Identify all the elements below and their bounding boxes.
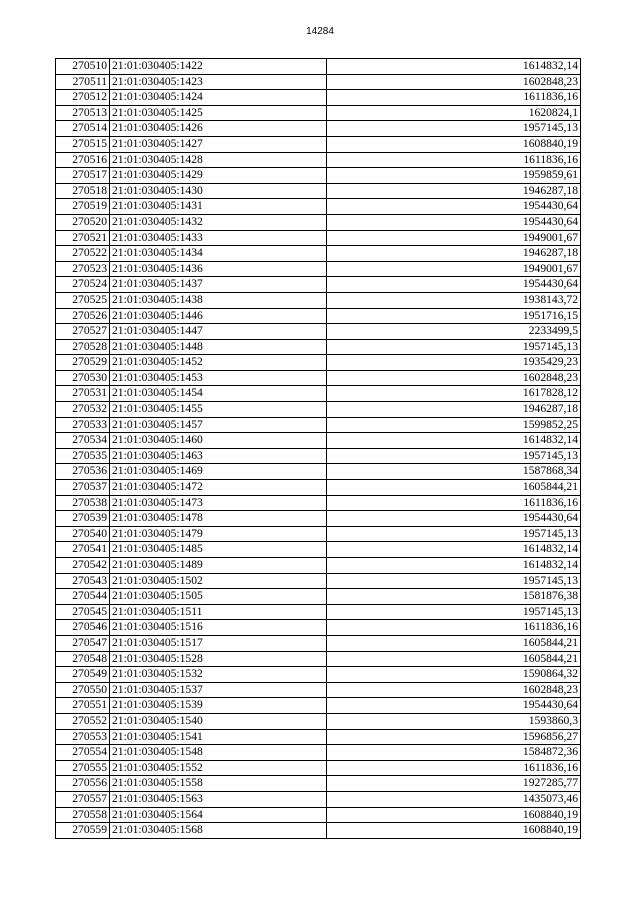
- cadastral-number-cell: 21:01:030405:1457: [110, 417, 327, 433]
- cadastral-number-cell: 21:01:030405:1552: [110, 760, 327, 776]
- table-row: [56, 74, 581, 90]
- row-id-cell: 270513: [56, 105, 110, 121]
- value-cell: 1949001,67: [327, 261, 581, 277]
- table-row: [56, 121, 581, 137]
- cadastral-number-cell: 21:01:030405:1479: [110, 526, 327, 542]
- table-row: [56, 776, 581, 792]
- value-cell: 1927285,77: [327, 776, 581, 792]
- value-cell: 1611836,16: [327, 495, 581, 511]
- cadastral-number-cell: 21:01:030405:1426: [110, 121, 327, 137]
- cadastral-number-cell: 21:01:030405:1472: [110, 480, 327, 496]
- table-row: [56, 90, 581, 106]
- cadastral-number-cell: 21:01:030405:1429: [110, 168, 327, 184]
- value-cell: 1611836,16: [327, 620, 581, 636]
- cadastral-number-cell: 21:01:030405:1469: [110, 464, 327, 480]
- value-cell: 1614832,14: [327, 558, 581, 574]
- cadastral-number-cell: 21:01:030405:1516: [110, 620, 327, 636]
- row-id-cell: 270530: [56, 370, 110, 386]
- value-cell: 1946287,18: [327, 402, 581, 418]
- row-id-cell: 270518: [56, 183, 110, 199]
- value-cell: 1957145,13: [327, 121, 581, 137]
- row-id-cell: 270517: [56, 168, 110, 184]
- row-id-cell: 270536: [56, 464, 110, 480]
- table-row: [56, 511, 581, 527]
- cadastral-number-cell: 21:01:030405:1528: [110, 651, 327, 667]
- cadastral-number-cell: 21:01:030405:1423: [110, 74, 327, 90]
- table-row: [56, 261, 581, 277]
- value-cell: 1957145,13: [327, 339, 581, 355]
- table-row: [56, 698, 581, 714]
- table-row: [56, 526, 581, 542]
- row-id-cell: 270543: [56, 573, 110, 589]
- value-cell: 1602848,23: [327, 74, 581, 90]
- value-cell: 1611836,16: [327, 90, 581, 106]
- cadastral-number-cell: 21:01:030405:1478: [110, 511, 327, 527]
- value-cell: 1611836,16: [327, 760, 581, 776]
- cadastral-number-cell: 21:01:030405:1428: [110, 152, 327, 168]
- row-id-cell: 270545: [56, 604, 110, 620]
- row-id-cell: 270528: [56, 339, 110, 355]
- table-row: [56, 682, 581, 698]
- table-row: [56, 480, 581, 496]
- table-row: [56, 651, 581, 667]
- cadastral-number-cell: 21:01:030405:1489: [110, 558, 327, 574]
- value-cell: 1593860,3: [327, 713, 581, 729]
- row-id-cell: 270542: [56, 558, 110, 574]
- cadastral-number-cell: 21:01:030405:1540: [110, 713, 327, 729]
- cadastral-number-cell: 21:01:030405:1453: [110, 370, 327, 386]
- cadastral-number-cell: 21:01:030405:1425: [110, 105, 327, 121]
- row-id-cell: 270523: [56, 261, 110, 277]
- row-id-cell: 270525: [56, 292, 110, 308]
- cadastral-number-cell: 21:01:030405:1430: [110, 183, 327, 199]
- table-row: [56, 199, 581, 215]
- table-row: [56, 339, 581, 355]
- table-row: [56, 573, 581, 589]
- value-cell: 1614832,14: [327, 59, 581, 75]
- value-cell: 1605844,21: [327, 651, 581, 667]
- value-cell: 1954430,64: [327, 214, 581, 230]
- value-cell: 1605844,21: [327, 635, 581, 651]
- cadastral-number-cell: 21:01:030405:1437: [110, 277, 327, 293]
- row-id-cell: 270521: [56, 230, 110, 246]
- table-row: [56, 136, 581, 152]
- row-id-cell: 270510: [56, 59, 110, 75]
- cadastral-number-cell: 21:01:030405:1427: [110, 136, 327, 152]
- table-row: [56, 620, 581, 636]
- row-id-cell: 270526: [56, 308, 110, 324]
- value-cell: 1608840,19: [327, 136, 581, 152]
- row-id-cell: 270524: [56, 277, 110, 293]
- row-id-cell: 270546: [56, 620, 110, 636]
- value-cell: 1602848,23: [327, 682, 581, 698]
- row-id-cell: 270519: [56, 199, 110, 215]
- row-id-cell: 270552: [56, 713, 110, 729]
- value-cell: 1617828,12: [327, 386, 581, 402]
- table-row: [56, 277, 581, 293]
- cadastral-number-cell: 21:01:030405:1537: [110, 682, 327, 698]
- cadastral-number-cell: 21:01:030405:1455: [110, 402, 327, 418]
- table-row: [56, 417, 581, 433]
- table-row: [56, 230, 581, 246]
- page-number: 14284: [306, 26, 334, 37]
- value-cell: 2233499,5: [327, 324, 581, 340]
- value-cell: 1608840,19: [327, 823, 581, 839]
- table-row: [56, 59, 581, 75]
- row-id-cell: 270551: [56, 698, 110, 714]
- table-row: [56, 448, 581, 464]
- table-row: [56, 324, 581, 340]
- value-cell: 1605844,21: [327, 480, 581, 496]
- table-row: [56, 558, 581, 574]
- row-id-cell: 270549: [56, 667, 110, 683]
- value-cell: 1954430,64: [327, 277, 581, 293]
- table-row: [56, 823, 581, 839]
- table-row: [56, 168, 581, 184]
- cadastral-number-cell: 21:01:030405:1436: [110, 261, 327, 277]
- row-id-cell: 270534: [56, 433, 110, 449]
- cadastral-number-cell: 21:01:030405:1422: [110, 59, 327, 75]
- table-row: [56, 292, 581, 308]
- cadastral-number-cell: 21:01:030405:1502: [110, 573, 327, 589]
- cadastral-number-cell: 21:01:030405:1485: [110, 542, 327, 558]
- cadastral-number-cell: 21:01:030405:1424: [110, 90, 327, 106]
- cadastral-number-cell: 21:01:030405:1568: [110, 823, 327, 839]
- cadastral-number-cell: 21:01:030405:1438: [110, 292, 327, 308]
- cadastral-number-cell: 21:01:030405:1564: [110, 807, 327, 823]
- row-id-cell: 270532: [56, 402, 110, 418]
- cadastral-number-cell: 21:01:030405:1473: [110, 495, 327, 511]
- cadastral-number-cell: 21:01:030405:1463: [110, 448, 327, 464]
- table-row: [56, 370, 581, 386]
- table-row: [56, 402, 581, 418]
- value-cell: 1935429,23: [327, 355, 581, 371]
- value-cell: 1946287,18: [327, 183, 581, 199]
- cadastral-number-cell: 21:01:030405:1448: [110, 339, 327, 355]
- table-row: [56, 745, 581, 761]
- table-row: [56, 433, 581, 449]
- table-row: [56, 542, 581, 558]
- row-id-cell: 270531: [56, 386, 110, 402]
- value-cell: 1957145,13: [327, 573, 581, 589]
- table-row: [56, 308, 581, 324]
- row-id-cell: 270529: [56, 355, 110, 371]
- value-cell: 1608840,19: [327, 807, 581, 823]
- cadastral-number-cell: 21:01:030405:1558: [110, 776, 327, 792]
- row-id-cell: 270559: [56, 823, 110, 839]
- cadastral-number-cell: 21:01:030405:1460: [110, 433, 327, 449]
- value-cell: 1584872,36: [327, 745, 581, 761]
- data-table-container: [55, 58, 581, 839]
- cadastral-number-cell: 21:01:030405:1517: [110, 635, 327, 651]
- row-id-cell: 270557: [56, 791, 110, 807]
- row-id-cell: 270537: [56, 480, 110, 496]
- value-cell: 1596856,27: [327, 729, 581, 745]
- row-id-cell: 270540: [56, 526, 110, 542]
- row-id-cell: 270547: [56, 635, 110, 651]
- value-cell: 1599852,25: [327, 417, 581, 433]
- data-table: [55, 58, 581, 839]
- value-cell: 1957145,13: [327, 604, 581, 620]
- row-id-cell: 270511: [56, 74, 110, 90]
- value-cell: 1938143,72: [327, 292, 581, 308]
- row-id-cell: 270516: [56, 152, 110, 168]
- value-cell: 1957145,13: [327, 448, 581, 464]
- table-row: [56, 246, 581, 262]
- cadastral-number-cell: 21:01:030405:1532: [110, 667, 327, 683]
- value-cell: 1954430,64: [327, 698, 581, 714]
- table-body: [56, 59, 581, 839]
- cadastral-number-cell: 21:01:030405:1539: [110, 698, 327, 714]
- row-id-cell: 270548: [56, 651, 110, 667]
- value-cell: 1614832,14: [327, 542, 581, 558]
- row-id-cell: 270527: [56, 324, 110, 340]
- table-row: [56, 713, 581, 729]
- value-cell: 1949001,67: [327, 230, 581, 246]
- cadastral-number-cell: 21:01:030405:1505: [110, 589, 327, 605]
- cadastral-number-cell: 21:01:030405:1431: [110, 199, 327, 215]
- row-id-cell: 270538: [56, 495, 110, 511]
- row-id-cell: 270544: [56, 589, 110, 605]
- row-id-cell: 270512: [56, 90, 110, 106]
- row-id-cell: 270555: [56, 760, 110, 776]
- value-cell: 1946287,18: [327, 246, 581, 262]
- row-id-cell: 270515: [56, 136, 110, 152]
- cadastral-number-cell: 21:01:030405:1432: [110, 214, 327, 230]
- value-cell: 1959859,61: [327, 168, 581, 184]
- table-row: [56, 729, 581, 745]
- table-row: [56, 214, 581, 230]
- cadastral-number-cell: 21:01:030405:1454: [110, 386, 327, 402]
- table-row: [56, 386, 581, 402]
- value-cell: 1954430,64: [327, 199, 581, 215]
- table-row: [56, 635, 581, 651]
- table-row: [56, 589, 581, 605]
- cadastral-number-cell: 21:01:030405:1452: [110, 355, 327, 371]
- value-cell: 1951716,15: [327, 308, 581, 324]
- value-cell: 1602848,23: [327, 370, 581, 386]
- row-id-cell: 270514: [56, 121, 110, 137]
- table-row: [56, 105, 581, 121]
- row-id-cell: 270520: [56, 214, 110, 230]
- row-id-cell: 270558: [56, 807, 110, 823]
- value-cell: 1954430,64: [327, 511, 581, 527]
- cadastral-number-cell: 21:01:030405:1548: [110, 745, 327, 761]
- table-row: [56, 464, 581, 480]
- cadastral-number-cell: 21:01:030405:1434: [110, 246, 327, 262]
- table-row: [56, 183, 581, 199]
- value-cell: 1620824,1: [327, 105, 581, 121]
- value-cell: 1611836,16: [327, 152, 581, 168]
- row-id-cell: 270550: [56, 682, 110, 698]
- value-cell: 1587868,34: [327, 464, 581, 480]
- table-row: [56, 495, 581, 511]
- row-id-cell: 270539: [56, 511, 110, 527]
- cadastral-number-cell: 21:01:030405:1433: [110, 230, 327, 246]
- cadastral-number-cell: 21:01:030405:1541: [110, 729, 327, 745]
- table-row: [56, 791, 581, 807]
- row-id-cell: 270535: [56, 448, 110, 464]
- cadastral-number-cell: 21:01:030405:1446: [110, 308, 327, 324]
- row-id-cell: 270522: [56, 246, 110, 262]
- value-cell: 1435073,46: [327, 791, 581, 807]
- value-cell: 1590864,32: [327, 667, 581, 683]
- table-row: [56, 152, 581, 168]
- table-row: [56, 355, 581, 371]
- cadastral-number-cell: 21:01:030405:1563: [110, 791, 327, 807]
- table-row: [56, 667, 581, 683]
- table-row: [56, 807, 581, 823]
- table-row: [56, 760, 581, 776]
- row-id-cell: 270556: [56, 776, 110, 792]
- row-id-cell: 270554: [56, 745, 110, 761]
- value-cell: 1581876,38: [327, 589, 581, 605]
- value-cell: 1957145,13: [327, 526, 581, 542]
- cadastral-number-cell: 21:01:030405:1447: [110, 324, 327, 340]
- table-row: [56, 604, 581, 620]
- row-id-cell: 270553: [56, 729, 110, 745]
- row-id-cell: 270533: [56, 417, 110, 433]
- row-id-cell: 270541: [56, 542, 110, 558]
- cadastral-number-cell: 21:01:030405:1511: [110, 604, 327, 620]
- value-cell: 1614832,14: [327, 433, 581, 449]
